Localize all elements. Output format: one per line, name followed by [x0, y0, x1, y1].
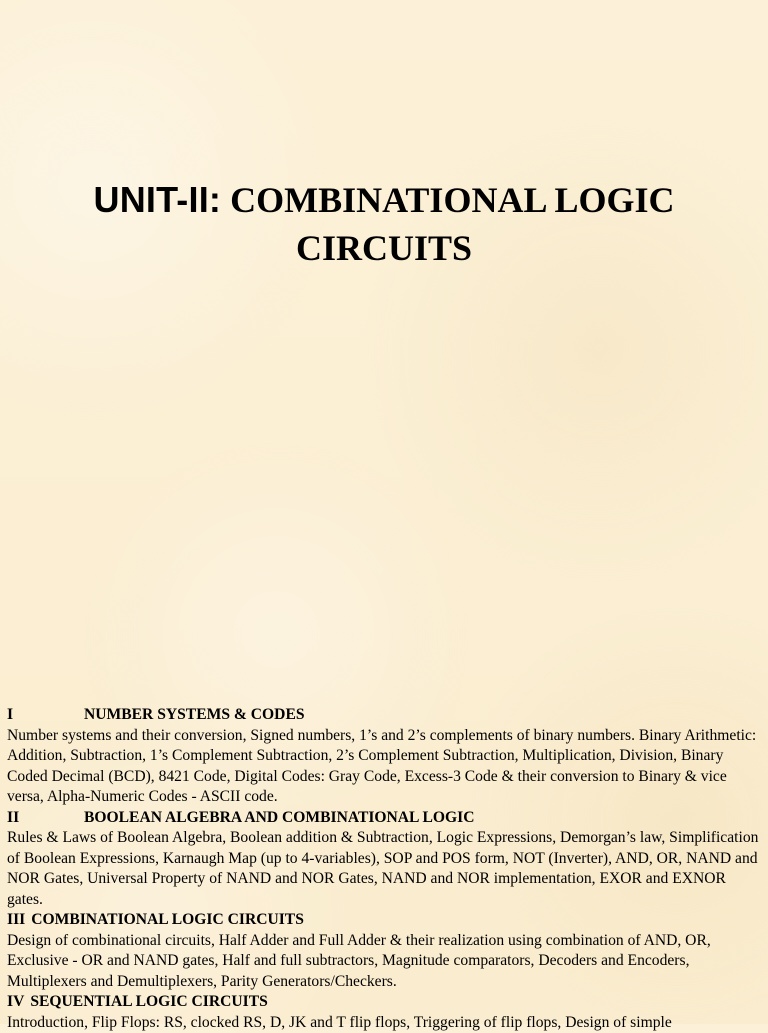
- unit-heading: [7, 705, 763, 726]
- unit-number: II: [7, 808, 84, 829]
- title-unit-prefix: UNIT-II:: [94, 179, 222, 220]
- unit-topics: Rules & Laws of Boolean Algebra, Boolean addition & Subtraction, Logic Expressions, Demorgan’s law, Simplification of Boolean Expressions, Karnaugh Map (up to 4-variables), SOP and POS form, NOT (Inverter), AND, OR, NAND and NOR Gates, Universal Property of NAND and NOR Gates, NAND and NOR implementation, EXOR and EXNOR gates.: [7, 828, 763, 910]
- unit-title: NUMBER SYSTEMS & CODES: [84, 706, 305, 723]
- unit-number: IV: [7, 992, 24, 1013]
- slide-title: [0, 176, 768, 272]
- syllabus-unit-3: [7, 910, 763, 992]
- syllabus-unit-2: [7, 808, 763, 911]
- unit-title: BOOLEAN ALGEBRA AND COMBINATIONAL LOGIC: [84, 809, 475, 826]
- syllabus-unit-1: [7, 705, 763, 808]
- slide-title-line-1: [0, 176, 768, 224]
- unit-topics: Design of combinational circuits, Half Adder and Full Adder & their realization using combination of AND, OR, Exclusive - OR and NAND gates, Half and full subtractors, Magnitude comparators, Decoders and Encoders, Multiplexers and Demultiplexers, Parity Generators/Checkers.: [7, 931, 763, 993]
- unit-title: COMBINATIONAL LOGIC CIRCUITS: [31, 911, 304, 928]
- unit-number: I: [7, 705, 84, 726]
- unit-title: SEQUENTIAL LOGIC CIRCUITS: [30, 993, 267, 1010]
- slide-title-line-2: CIRCUITS: [0, 224, 768, 272]
- syllabus-text: [7, 705, 763, 1033]
- unit-heading: [7, 992, 763, 1013]
- title-unit-name: COMBINATIONAL LOGIC: [221, 180, 674, 220]
- unit-topics: Number systems and their conversion, Signed numbers, 1’s and 2’s complements of binary numbers. Binary Arithmetic: Addition, Subtraction, 1’s Complement Subtraction, 2’s Complement Subtraction, Multiplication, Division, Binary Coded Decimal (BCD), 8421 Code, Digital Codes: Gray Code, Excess-3 Code & their conversion to Binary & vice versa, Alpha-Numeric Codes - ASCII code.: [7, 726, 763, 808]
- unit-heading: [7, 910, 763, 931]
- unit-heading: [7, 808, 763, 829]
- unit-topics: Introduction, Flip Flops: RS, clocked RS, D, JK and T flip flops, Triggering of flip flops, Design of simple: [7, 1013, 763, 1033]
- syllabus-unit-4: [7, 992, 763, 1033]
- unit-number: III: [7, 910, 25, 931]
